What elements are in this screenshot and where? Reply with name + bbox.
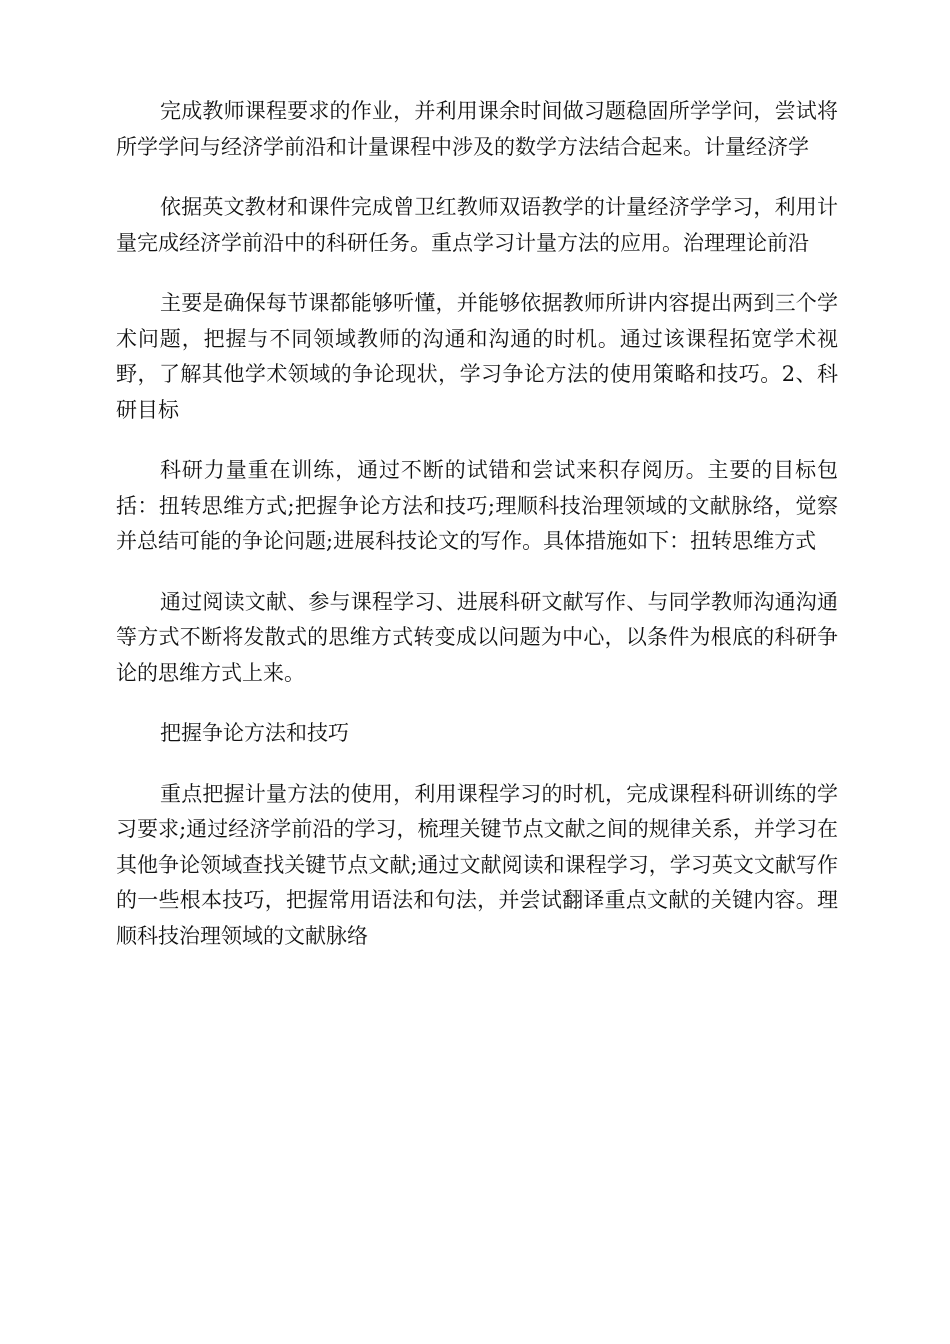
paragraph-1: 完成教师课程要求的作业，并利用课余时间做习题稳固所学学问，尝试将所学学问与经济学前沿和计量课程中涉及的数学方法结合起来。计量经济学 <box>116 99 838 159</box>
document-body <box>116 94 838 979</box>
paragraph-4: 科研力量重在训练，通过不断的试错和尝试来积存阅历。主要的目标包括：扭转思维方式;把握争论方法和技巧;理顺科技治理领域的文献脉络，觉察并总结可能的争论问题;进展科技论文的写作。具体措施如下：扭转思维方式 <box>116 458 838 553</box>
paragraph-5: 通过阅读文献、参与课程学习、进展科研文献写作、与同学教师沟通沟通等方式不断将发散式的思维方式转变成以问题为中心，以条件为根底的科研争论的思维方式上来。 <box>116 589 838 685</box>
paragraph-7: 重点把握计量方法的使用，利用课程学习的时机，完成课程科研训练的学习要求;通过经济学前沿的学习，梳理关键节点文献之间的规律关系，并学习在其他争论领域查找关键节点文献;通过文献阅读和课程学习，学习英文文献写作的一些根本技巧，把握常用语法和句法，并尝试翻译重点文献的关键内容。理顺科技治理领域的文献脉络 <box>116 781 838 948</box>
paragraph-3: 主要是确保每节课都能够听懂，并能够依据教师所讲内容提出两到三个学术问题，把握与不同领域教师的沟通和沟通的时机。通过该课程拓宽学术视野，了解其他学术领域的争论现状，学习争论方法的使用策略和技巧。2、科研目标 <box>116 291 838 422</box>
paragraph-6: 把握争论方法和技巧 <box>160 721 349 745</box>
paragraph-2: 依据英文教材和课件完成曾卫红教师双语教学的计量经济学学习，利用计量完成经济学前沿中的科研任务。重点学习计量方法的应用。治理理论前沿 <box>116 195 838 255</box>
